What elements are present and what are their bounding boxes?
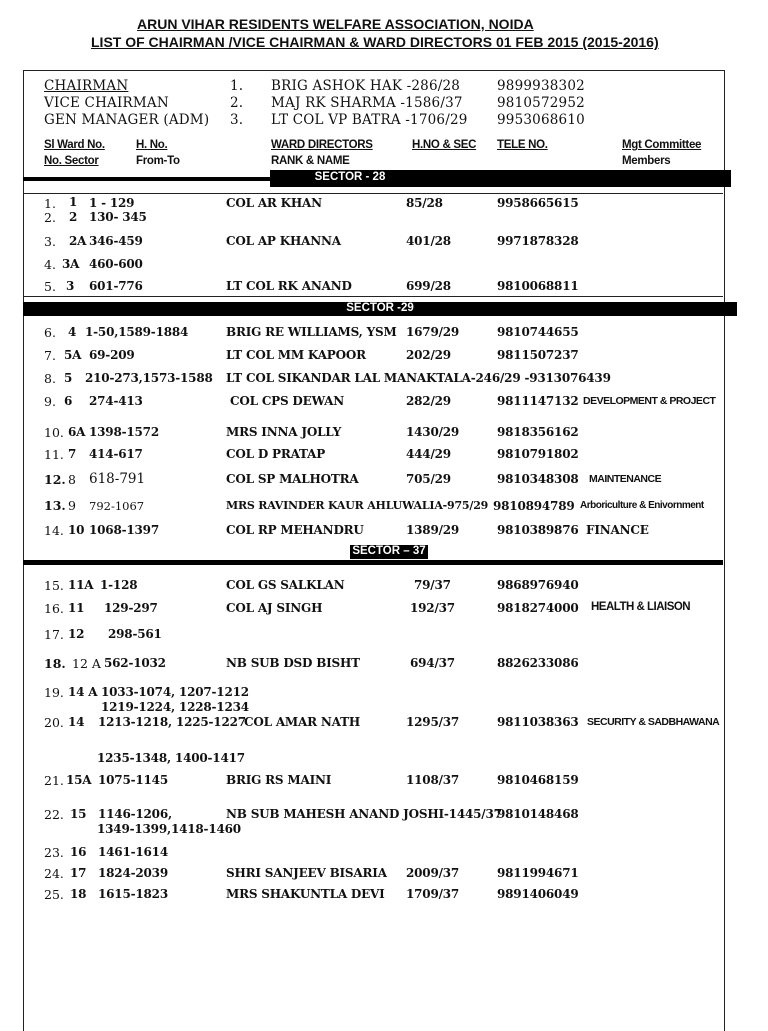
row-ward: 8: [68, 472, 76, 487]
row-sl: 10.: [44, 425, 64, 440]
row-sl: 24.: [44, 866, 64, 881]
officer-phone: 9953068610: [497, 112, 585, 128]
row-hno-cont: 1235-1348, 1400-1417: [97, 751, 245, 765]
row-mgt: Arboriculture & Enivornment: [580, 500, 704, 511]
divider: [23, 193, 723, 194]
row-name: MRS SHAKUNTLA DEVI: [226, 887, 385, 901]
officer-role: CHAIRMAN: [44, 78, 129, 94]
officer-num: 1.: [230, 78, 244, 94]
row-hno: 1 - 129: [89, 196, 135, 210]
col-members: Members: [622, 155, 671, 167]
row-hno-cont: 1219-1224, 1228-1234: [101, 700, 249, 714]
row-ward: 10: [68, 523, 85, 537]
row-hno: 1213-1218, 1225-1227: [98, 715, 246, 729]
row-ward: 15: [70, 807, 87, 821]
row-hno: 792-1067: [89, 499, 145, 513]
col-rank-name: RANK & NAME: [271, 155, 350, 167]
row-name: NB SUB MAHESH ANAND JOSHI-1445/37: [226, 807, 502, 821]
row-hsec: 202/29: [406, 348, 451, 362]
row-sl: 11.: [44, 447, 64, 462]
row-hno: 346-459: [89, 234, 143, 248]
row-ward: 11: [68, 601, 85, 615]
row-hno: 414-617: [89, 447, 143, 461]
row-sl: 21.: [44, 773, 64, 788]
row-hno: 298-561: [108, 627, 162, 641]
row-name: BRIG RE WILLIAMS, YSM: [226, 325, 397, 339]
row-phone: 9810068811: [497, 279, 579, 293]
row-hno: 1033-1074, 1207-1212: [101, 685, 249, 699]
row-ward: 6: [64, 394, 73, 408]
row-sl: 6.: [44, 325, 56, 340]
row-ward: 5: [64, 371, 73, 385]
row-name: LT COL SIKANDAR LAL MANAKTALA-246/29 -9313076439: [226, 371, 611, 385]
row-sl: 23.: [44, 845, 64, 860]
row-ward: 2A: [69, 234, 87, 248]
sector-label: SECTOR - 28: [314, 171, 386, 183]
document-subtitle: LIST OF CHAIRMAN /VICE CHAIRMAN & WARD DIRECTORS 01 FEB 2015 (2015-2016): [91, 34, 659, 50]
row-phone: 9811507237: [497, 348, 579, 362]
col-ward-directors: WARD DIRECTORS: [271, 139, 373, 151]
row-hno: 69-209: [89, 348, 135, 362]
row-sl: 13.: [44, 498, 66, 513]
row-hsec: 694/37: [410, 656, 455, 670]
row-phone: 9811994671: [497, 866, 579, 880]
row-mgt: SECURITY & SADBHAWANA: [587, 716, 720, 728]
row-name: LT COL RK ANAND: [226, 279, 352, 293]
row-ward: 11A: [68, 578, 94, 592]
row-hsec: 401/28: [406, 234, 451, 248]
officer-role: VICE CHAIRMAN: [44, 95, 169, 111]
row-mgt: MAINTENANCE: [589, 473, 662, 485]
row-phone: 9810468159: [497, 773, 579, 787]
officer-name: LT COL VP BATRA -1706/29: [271, 112, 468, 128]
row-hno: 1615-1823: [98, 887, 168, 901]
row-name: COL AR KHAN: [226, 196, 322, 210]
row-sl: 8.: [44, 371, 56, 386]
col-hno-sec: H.NO & SEC: [412, 139, 477, 151]
row-phone: 9811147132: [497, 394, 579, 408]
row-mgt: FINANCE: [586, 523, 649, 537]
row-hsec: 79/37: [414, 578, 451, 592]
col-tele: TELE NO.: [497, 139, 548, 151]
row-phone: 8826233086: [497, 656, 579, 670]
row-ward: 12: [68, 627, 85, 641]
row-sl: 22.: [44, 807, 64, 822]
row-phone: 9818274000: [497, 601, 579, 615]
row-mgt: HEALTH & LIAISON: [591, 601, 691, 613]
row-name: MRS INNA JOLLY: [226, 425, 342, 439]
col-no-sector: No. Sector: [44, 155, 99, 167]
row-sl: 5.: [44, 279, 56, 294]
row-hno: 601-776: [89, 279, 143, 293]
row-phone: 9868976940: [497, 578, 579, 592]
row-hsec: 1679/29: [406, 325, 460, 339]
officer-name: MAJ RK SHARMA -1586/37: [271, 95, 463, 111]
row-ward: 15A: [66, 773, 92, 787]
row-sl: 19.: [44, 685, 64, 700]
row-sl: 14.: [44, 523, 64, 538]
row-hsec: 1709/37: [406, 887, 460, 901]
row-phone: 9971878328: [497, 234, 579, 248]
row-sl: 1.: [44, 196, 56, 211]
row-hsec: 282/29: [406, 394, 451, 408]
row-hsec: 699/28: [406, 279, 451, 293]
row-hsec: 192/37: [410, 601, 455, 615]
row-hno: 1461-1614: [98, 845, 168, 859]
row-sl: 12.: [44, 472, 66, 487]
sector-label: SECTOR -29: [346, 302, 414, 314]
row-sl: 16.: [44, 601, 64, 616]
row-phone: 9810389876: [497, 523, 579, 537]
row-sl: 4.: [44, 257, 56, 272]
row-hno: 274-413: [89, 394, 143, 408]
row-sl: 7.: [44, 348, 56, 363]
row-phone: 9818356162: [497, 425, 579, 439]
row-name: COL SP MALHOTRA: [226, 472, 359, 486]
row-hsec: 444/29: [406, 447, 451, 461]
sector-bar: [23, 177, 273, 181]
row-ward: 5A: [64, 348, 82, 362]
row-phone: 9810744655: [497, 325, 579, 339]
row-hsec: 1389/29: [406, 523, 460, 537]
row-hsec: 1430/29: [406, 425, 460, 439]
row-ward: 1: [69, 195, 78, 209]
row-mgt: DEVELOPMENT & PROJECT: [583, 395, 716, 407]
row-phone: 9810348308: [497, 472, 579, 486]
row-phone: 9891406049: [497, 887, 579, 901]
row-phone: 9811038363: [497, 715, 579, 729]
row-ward: 17: [70, 866, 87, 880]
col-sl-ward: Sl Ward No.: [44, 139, 105, 151]
row-name: BRIG RS MAINI: [226, 773, 332, 787]
row-sl: 20.: [44, 715, 64, 730]
row-hno: 1-50,1589-1884: [85, 325, 189, 339]
row-sl: 18.: [44, 656, 66, 671]
row-hno-cont: 1349-1399,1418-1460: [97, 822, 241, 836]
row-ward: 2: [69, 210, 78, 224]
row-name: SHRI SANJEEV BISARIA: [226, 866, 387, 880]
row-ward: 14: [68, 715, 85, 729]
row-hsec: 2009/37: [406, 866, 460, 880]
row-sl: 9.: [44, 394, 56, 409]
row-sl: 2.: [44, 210, 56, 225]
row-ward: 3: [66, 279, 75, 293]
officer-num: 3.: [230, 112, 244, 128]
officer-phone: 9899938302: [497, 78, 585, 94]
row-hno: 1398-1572: [89, 425, 159, 439]
row-sl: 17.: [44, 627, 64, 642]
row-phone: 9810791802: [497, 447, 579, 461]
row-hno: 1075-1145: [98, 773, 168, 787]
document-title: ARUN VIHAR RESIDENTS WELFARE ASSOCIATION, NOIDA: [137, 16, 534, 32]
row-phone: 9958665615: [497, 196, 579, 210]
row-ward: 6A: [68, 425, 86, 439]
divider: [23, 296, 723, 297]
row-phone: 9810148468: [497, 807, 579, 821]
row-ward: 7: [68, 447, 77, 461]
sector-label: SECTOR – 37: [352, 545, 426, 557]
row-name: LT COL MM KAPOOR: [226, 348, 366, 362]
col-mgt: Mgt Committee: [622, 139, 702, 151]
col-from-to: From-To: [136, 155, 180, 167]
row-hno: 1068-1397: [89, 523, 159, 537]
row-hno: 130- 345: [89, 210, 147, 224]
row-name: MRS RAVINDER KAUR AHLUWALIA-975/29: [226, 499, 489, 512]
row-name: COL GS SALKLAN: [226, 578, 345, 592]
row-ward: 12 A: [72, 656, 101, 671]
row-name: COL AJ SINGH: [226, 601, 323, 615]
row-hno: 562-1032: [104, 656, 166, 670]
row-ward: 16: [70, 845, 87, 859]
row-hno: 618-791: [89, 471, 146, 487]
officer-name: BRIG ASHOK HAK -286/28: [271, 78, 461, 94]
row-hno: 1146-1206,: [98, 807, 172, 821]
row-name: COL D PRATAP: [226, 447, 326, 461]
row-ward: 4: [68, 325, 77, 339]
row-hno: 1-128: [100, 578, 138, 592]
officer-role: GEN MANAGER (ADM): [44, 112, 210, 128]
row-name: COL CPS DEWAN: [230, 394, 344, 408]
row-ward: 18: [70, 887, 87, 901]
row-ward: 14 A: [68, 685, 98, 699]
row-sl: 25.: [44, 887, 64, 902]
row-hno: 129-297: [104, 601, 158, 615]
officer-num: 2.: [230, 95, 244, 111]
sector-bar: [23, 560, 723, 565]
row-hno: 210-273,1573-1588: [85, 371, 213, 385]
row-ward: 3A: [62, 257, 80, 271]
row-name: COL AP KHANNA: [226, 234, 341, 248]
row-ward: 9: [68, 498, 76, 513]
col-hno: H. No.: [136, 139, 168, 151]
row-hsec: 1108/37: [406, 773, 460, 787]
row-hsec: 705/29: [406, 472, 451, 486]
row-phone: 9810894789: [493, 499, 575, 513]
row-hsec: 85/28: [406, 196, 443, 210]
row-hsec: 1295/37: [406, 715, 460, 729]
row-sl: 3.: [44, 234, 56, 249]
row-name: COL RP MEHANDRU: [226, 523, 364, 537]
row-name: COL AMAR NATH: [244, 715, 360, 729]
row-sl: 15.: [44, 578, 64, 593]
officer-phone: 9810572952: [497, 95, 585, 111]
row-hno: 460-600: [89, 257, 143, 271]
row-name: NB SUB DSD BISHT: [226, 656, 360, 670]
row-hno: 1824-2039: [98, 866, 168, 880]
sector-bar: [430, 170, 731, 187]
